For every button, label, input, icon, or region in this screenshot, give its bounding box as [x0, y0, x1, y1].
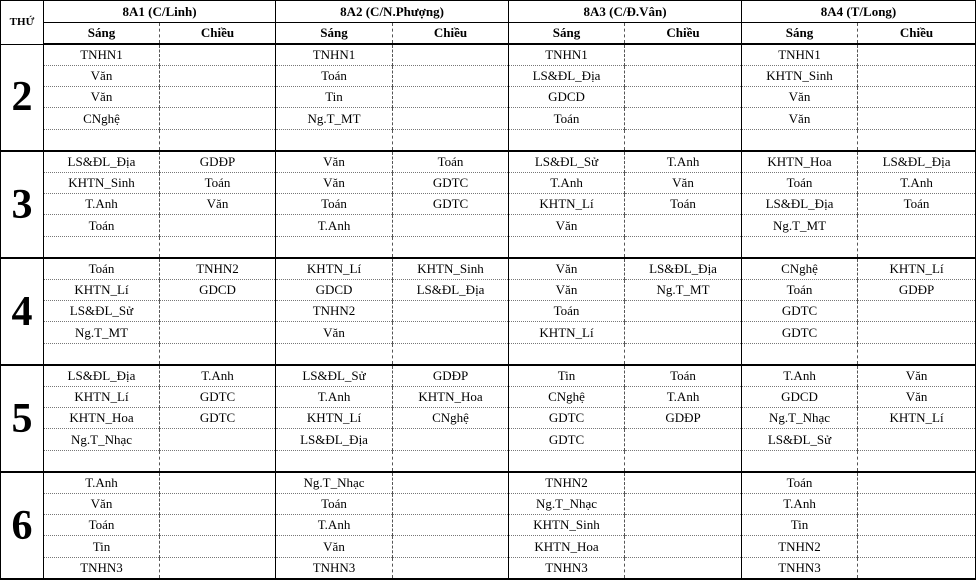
morning-subject-cell — [742, 451, 858, 473]
morning-subject-cell: Toán — [742, 472, 858, 494]
afternoon-subject-cell — [858, 44, 976, 66]
morning-subject-cell: TNHN3 — [44, 558, 160, 580]
afternoon-subject-cell — [393, 429, 509, 451]
afternoon-subject-cell — [160, 472, 276, 494]
morning-subject-cell — [509, 344, 625, 366]
morning-subject-cell: LS&ĐL_Sử — [276, 365, 393, 387]
afternoon-subject-cell: CNghệ — [393, 408, 509, 429]
period-row — [1, 451, 976, 473]
afternoon-subject-cell — [160, 558, 276, 580]
morning-subject-cell — [742, 130, 858, 152]
morning-subject-cell: KHTN_Hoa — [509, 536, 625, 558]
timetable-body — [1, 44, 976, 579]
class-header-8a4: 8A4 (T/Long) — [742, 1, 976, 23]
morning-subject-cell: Ng.T_Nhạc — [742, 408, 858, 429]
afternoon-subject-cell — [160, 451, 276, 473]
period-row — [1, 44, 976, 66]
morning-subject-cell: T.Anh — [276, 387, 393, 408]
afternoon-subject-cell: TNHN2 — [160, 258, 276, 280]
class-header-8a3: 8A3 (C/Đ.Vân) — [509, 1, 742, 23]
morning-subject-cell: GDTC — [509, 408, 625, 429]
afternoon-subject-cell — [393, 87, 509, 108]
morning-subject-cell: KHTN_Lí — [44, 280, 160, 301]
period-row — [1, 87, 976, 108]
morning-header: Sáng — [509, 23, 625, 45]
day-column-header: THỨ — [1, 1, 44, 45]
morning-subject-cell: CNghệ — [742, 258, 858, 280]
period-row — [1, 558, 976, 580]
afternoon-subject-cell: Văn — [858, 387, 976, 408]
afternoon-subject-cell — [858, 237, 976, 259]
afternoon-subject-cell — [625, 301, 742, 322]
morning-subject-cell: TNHN2 — [509, 472, 625, 494]
afternoon-subject-cell — [625, 536, 742, 558]
morning-subject-cell: Văn — [276, 151, 393, 173]
period-row — [1, 344, 976, 366]
morning-subject-cell — [276, 130, 393, 152]
afternoon-header: Chiều — [160, 23, 276, 45]
afternoon-subject-cell: GDCD — [160, 280, 276, 301]
morning-subject-cell: T.Anh — [44, 194, 160, 215]
afternoon-subject-cell — [625, 451, 742, 473]
afternoon-subject-cell — [160, 66, 276, 87]
afternoon-subject-cell — [858, 66, 976, 87]
afternoon-subject-cell — [858, 451, 976, 473]
afternoon-subject-cell: GDTC — [160, 387, 276, 408]
afternoon-subject-cell — [393, 66, 509, 87]
session-header-row — [1, 23, 976, 45]
period-row — [1, 494, 976, 515]
day-label: 3 — [1, 151, 44, 258]
afternoon-subject-cell — [160, 429, 276, 451]
afternoon-subject-cell — [625, 237, 742, 259]
morning-subject-cell: CNghệ — [509, 387, 625, 408]
afternoon-subject-cell — [393, 108, 509, 130]
afternoon-subject-cell: GDTC — [393, 194, 509, 215]
morning-subject-cell: KHTN_Sinh — [44, 173, 160, 194]
afternoon-subject-cell — [393, 494, 509, 515]
morning-subject-cell: KHTN_Lí — [44, 387, 160, 408]
morning-subject-cell: Văn — [276, 322, 393, 344]
afternoon-subject-cell — [625, 429, 742, 451]
morning-subject-cell: TNHN3 — [509, 558, 625, 580]
period-row — [1, 429, 976, 451]
afternoon-subject-cell — [858, 536, 976, 558]
afternoon-subject-cell: Ng.T_MT — [625, 280, 742, 301]
morning-subject-cell — [44, 344, 160, 366]
class-header-row — [1, 1, 976, 23]
afternoon-subject-cell — [393, 44, 509, 66]
afternoon-subject-cell: Toán — [160, 173, 276, 194]
morning-subject-cell — [742, 237, 858, 259]
afternoon-subject-cell: GDTC — [160, 408, 276, 429]
morning-subject-cell: Toán — [742, 280, 858, 301]
period-row — [1, 472, 976, 494]
morning-subject-cell — [44, 451, 160, 473]
afternoon-subject-cell — [625, 108, 742, 130]
morning-subject-cell: Văn — [44, 87, 160, 108]
afternoon-subject-cell — [160, 237, 276, 259]
afternoon-subject-cell: Toán — [858, 194, 976, 215]
period-row — [1, 408, 976, 429]
period-row — [1, 322, 976, 344]
period-row — [1, 108, 976, 130]
morning-subject-cell — [44, 130, 160, 152]
afternoon-subject-cell: GDĐP — [160, 151, 276, 173]
morning-subject-cell: Toán — [509, 108, 625, 130]
day-label: 4 — [1, 258, 44, 365]
afternoon-subject-cell — [625, 558, 742, 580]
morning-subject-cell: TNHN1 — [44, 44, 160, 66]
morning-subject-cell: Văn — [509, 280, 625, 301]
afternoon-subject-cell — [393, 515, 509, 536]
class-header-8a2: 8A2 (C/N.Phượng) — [276, 1, 509, 23]
morning-subject-cell — [509, 130, 625, 152]
afternoon-subject-cell: Toán — [625, 365, 742, 387]
afternoon-subject-cell — [160, 215, 276, 237]
afternoon-subject-cell — [393, 558, 509, 580]
morning-subject-cell: TNHN2 — [742, 536, 858, 558]
afternoon-subject-cell — [393, 451, 509, 473]
morning-subject-cell: Toán — [44, 258, 160, 280]
morning-subject-cell: GDCD — [509, 87, 625, 108]
afternoon-subject-cell — [625, 215, 742, 237]
afternoon-subject-cell — [858, 494, 976, 515]
morning-subject-cell: KHTN_Hoa — [742, 151, 858, 173]
morning-header: Sáng — [742, 23, 858, 45]
morning-subject-cell: GDTC — [742, 301, 858, 322]
afternoon-subject-cell: Toán — [393, 151, 509, 173]
afternoon-subject-cell: KHTN_Lí — [858, 258, 976, 280]
morning-subject-cell: T.Anh — [742, 365, 858, 387]
afternoon-subject-cell — [160, 344, 276, 366]
morning-subject-cell: Tin — [276, 87, 393, 108]
morning-subject-cell: Toán — [276, 66, 393, 87]
morning-subject-cell — [509, 451, 625, 473]
morning-subject-cell: T.Anh — [742, 494, 858, 515]
afternoon-subject-cell — [625, 44, 742, 66]
day-label: 5 — [1, 365, 44, 472]
afternoon-subject-cell — [393, 130, 509, 152]
morning-subject-cell: GDTC — [509, 429, 625, 451]
morning-subject-cell: Văn — [44, 66, 160, 87]
morning-subject-cell: LS&ĐL_Sử — [742, 429, 858, 451]
morning-subject-cell: Ng.T_MT — [44, 322, 160, 344]
morning-subject-cell: CNghệ — [44, 108, 160, 130]
afternoon-subject-cell — [858, 472, 976, 494]
afternoon-subject-cell: Văn — [625, 173, 742, 194]
afternoon-subject-cell — [393, 237, 509, 259]
morning-subject-cell: Văn — [276, 173, 393, 194]
period-row — [1, 173, 976, 194]
afternoon-subject-cell: T.Anh — [160, 365, 276, 387]
afternoon-subject-cell: T.Anh — [625, 151, 742, 173]
afternoon-subject-cell — [625, 322, 742, 344]
morning-subject-cell: Ng.T_Nhạc — [44, 429, 160, 451]
morning-subject-cell — [742, 344, 858, 366]
afternoon-subject-cell — [858, 515, 976, 536]
morning-subject-cell: T.Anh — [276, 215, 393, 237]
afternoon-subject-cell — [160, 301, 276, 322]
afternoon-subject-cell — [625, 344, 742, 366]
afternoon-subject-cell — [858, 87, 976, 108]
period-row — [1, 237, 976, 259]
afternoon-header: Chiều — [393, 23, 509, 45]
afternoon-subject-cell — [858, 108, 976, 130]
afternoon-subject-cell: LS&ĐL_Địa — [393, 280, 509, 301]
morning-subject-cell — [276, 344, 393, 366]
afternoon-subject-cell — [858, 301, 976, 322]
period-row — [1, 194, 976, 215]
period-row — [1, 301, 976, 322]
afternoon-subject-cell: Toán — [625, 194, 742, 215]
morning-subject-cell: GDTC — [742, 322, 858, 344]
morning-subject-cell: Văn — [44, 494, 160, 515]
afternoon-subject-cell — [858, 344, 976, 366]
afternoon-subject-cell — [160, 494, 276, 515]
morning-subject-cell: Tin — [742, 515, 858, 536]
period-row — [1, 258, 976, 280]
morning-subject-cell: Ng.T_MT — [276, 108, 393, 130]
period-row — [1, 280, 976, 301]
afternoon-subject-cell — [625, 494, 742, 515]
afternoon-subject-cell: KHTN_Lí — [858, 408, 976, 429]
morning-subject-cell: KHTN_Sinh — [742, 66, 858, 87]
afternoon-subject-cell — [625, 66, 742, 87]
afternoon-subject-cell: GDĐP — [393, 365, 509, 387]
period-row — [1, 365, 976, 387]
afternoon-subject-cell — [160, 44, 276, 66]
afternoon-subject-cell — [160, 536, 276, 558]
morning-subject-cell: Ng.T_MT — [742, 215, 858, 237]
afternoon-subject-cell — [160, 130, 276, 152]
morning-subject-cell — [276, 451, 393, 473]
day-label: 2 — [1, 44, 44, 151]
class-header-8a1: 8A1 (C/Linh) — [44, 1, 276, 23]
afternoon-subject-cell — [858, 558, 976, 580]
morning-subject-cell: TNHN2 — [276, 301, 393, 322]
afternoon-subject-cell: T.Anh — [625, 387, 742, 408]
morning-subject-cell: Toán — [44, 515, 160, 536]
afternoon-subject-cell: LS&ĐL_Địa — [625, 258, 742, 280]
morning-subject-cell: Toán — [509, 301, 625, 322]
afternoon-subject-cell: T.Anh — [858, 173, 976, 194]
morning-subject-cell: GDCD — [276, 280, 393, 301]
morning-subject-cell: TNHN1 — [509, 44, 625, 66]
afternoon-subject-cell — [858, 429, 976, 451]
period-row — [1, 130, 976, 152]
morning-subject-cell: Tin — [509, 365, 625, 387]
morning-subject-cell: KHTN_Lí — [276, 408, 393, 429]
morning-subject-cell: KHTN_Lí — [509, 322, 625, 344]
morning-subject-cell: T.Anh — [44, 472, 160, 494]
afternoon-subject-cell: KHTN_Hoa — [393, 387, 509, 408]
afternoon-subject-cell: GDTC — [393, 173, 509, 194]
morning-subject-cell: LS&ĐL_Địa — [276, 429, 393, 451]
afternoon-subject-cell — [160, 108, 276, 130]
morning-subject-cell — [509, 237, 625, 259]
afternoon-subject-cell — [393, 536, 509, 558]
morning-subject-cell: Văn — [742, 108, 858, 130]
morning-subject-cell: Toán — [742, 173, 858, 194]
afternoon-subject-cell — [625, 130, 742, 152]
period-row — [1, 515, 976, 536]
morning-header: Sáng — [276, 23, 393, 45]
afternoon-subject-cell: GDĐP — [625, 408, 742, 429]
morning-subject-cell: TNHN1 — [276, 44, 393, 66]
morning-subject-cell: Toán — [44, 215, 160, 237]
afternoon-subject-cell — [858, 322, 976, 344]
afternoon-subject-cell — [393, 322, 509, 344]
morning-subject-cell: KHTN_Lí — [509, 194, 625, 215]
morning-subject-cell: Văn — [742, 87, 858, 108]
morning-subject-cell: KHTN_Hoa — [44, 408, 160, 429]
period-row — [1, 151, 976, 173]
afternoon-subject-cell — [160, 322, 276, 344]
period-row — [1, 387, 976, 408]
morning-subject-cell: T.Anh — [276, 515, 393, 536]
morning-subject-cell: LS&ĐL_Địa — [44, 151, 160, 173]
morning-subject-cell: LS&ĐL_Địa — [44, 365, 160, 387]
morning-subject-cell: TNHN3 — [742, 558, 858, 580]
morning-subject-cell: Văn — [276, 536, 393, 558]
morning-subject-cell: TNHN3 — [276, 558, 393, 580]
period-row — [1, 215, 976, 237]
morning-subject-cell: Ng.T_Nhạc — [276, 472, 393, 494]
afternoon-subject-cell — [858, 130, 976, 152]
afternoon-subject-cell — [625, 87, 742, 108]
period-row — [1, 536, 976, 558]
afternoon-subject-cell — [393, 301, 509, 322]
morning-subject-cell: Toán — [276, 494, 393, 515]
morning-subject-cell: GDCD — [742, 387, 858, 408]
afternoon-header: Chiều — [858, 23, 976, 45]
morning-subject-cell: LS&ĐL_Địa — [509, 66, 625, 87]
morning-subject-cell — [276, 237, 393, 259]
afternoon-subject-cell: LS&ĐL_Địa — [858, 151, 976, 173]
afternoon-subject-cell: KHTN_Sinh — [393, 258, 509, 280]
afternoon-subject-cell: Văn — [160, 194, 276, 215]
afternoon-subject-cell — [160, 515, 276, 536]
period-row — [1, 66, 976, 87]
afternoon-subject-cell — [393, 472, 509, 494]
day-label: 6 — [1, 472, 44, 579]
morning-subject-cell: T.Anh — [509, 173, 625, 194]
afternoon-subject-cell — [625, 515, 742, 536]
morning-subject-cell: LS&ĐL_Sử — [44, 301, 160, 322]
afternoon-subject-cell — [160, 87, 276, 108]
afternoon-subject-cell — [625, 472, 742, 494]
morning-subject-cell: Văn — [509, 258, 625, 280]
afternoon-subject-cell — [858, 215, 976, 237]
morning-subject-cell: Tin — [44, 536, 160, 558]
morning-subject-cell — [44, 237, 160, 259]
morning-subject-cell: Ng.T_Nhạc — [509, 494, 625, 515]
morning-subject-cell: Văn — [509, 215, 625, 237]
morning-subject-cell: TNHN1 — [742, 44, 858, 66]
morning-subject-cell: KHTN_Sinh — [509, 515, 625, 536]
afternoon-subject-cell: GDĐP — [858, 280, 976, 301]
morning-subject-cell: Toán — [276, 194, 393, 215]
morning-header: Sáng — [44, 23, 160, 45]
afternoon-subject-cell — [393, 344, 509, 366]
morning-subject-cell: KHTN_Lí — [276, 258, 393, 280]
morning-subject-cell: LS&ĐL_Sử — [509, 151, 625, 173]
afternoon-header: Chiều — [625, 23, 742, 45]
morning-subject-cell: LS&ĐL_Địa — [742, 194, 858, 215]
afternoon-subject-cell — [393, 215, 509, 237]
afternoon-subject-cell: Văn — [858, 365, 976, 387]
